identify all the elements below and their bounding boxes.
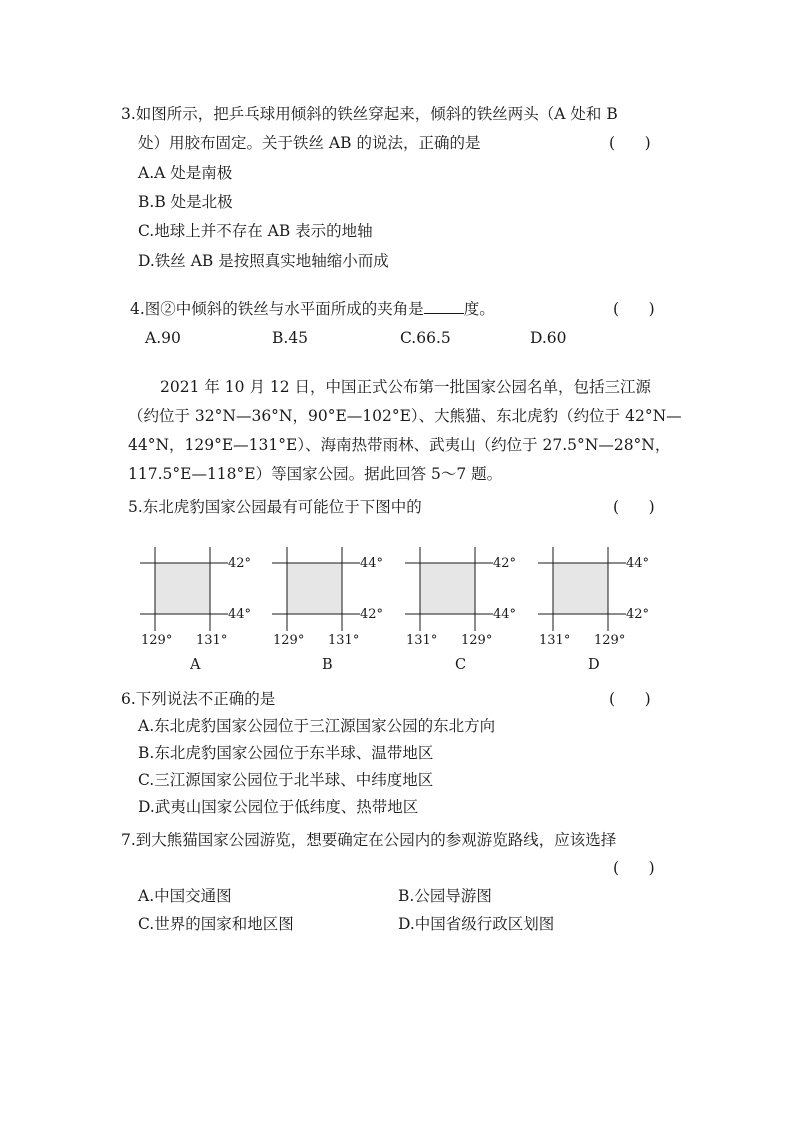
figure-d-shaded-area [553,563,608,614]
figure-a-top-right-label: 42° [228,556,252,571]
figure-b-shaded-area [287,563,342,614]
figure-b-bottom-right-label: 42° [360,607,384,622]
figure-c-shaded-area [420,563,475,614]
q3-option-a: A.A 处是南极 [138,164,233,182]
figure-a-bottom-right-label: 44° [228,607,252,622]
q6-stem: 6.下列说法不正确的是 [121,690,276,708]
q7-option-c: C.世界的国家和地区图 [138,915,294,933]
figure-c-caption: C [455,657,467,673]
figure-b-caption: B [322,657,333,673]
figure-d-grid [538,545,628,640]
q6-answer-paren: ( ) [609,690,651,708]
figure-d-bottom-left-label: 131° [539,633,571,648]
q5-answer-paren: ( ) [613,498,655,516]
q4-stem-before: 4.图②中倾斜的铁丝与水平面所成的夹角是 [130,300,424,318]
passage-line-2: （约位于 32°N—36°N，90°E—102°E）、大熊猫、东北虎豹（约位于 42°N— [128,407,682,425]
passage-line-4: 117.5°E—118°E）等国家公园。据此回答 5～7 题。 [128,465,503,483]
figure-c-bottom-mid-label: 129° [461,633,493,648]
q7-answer-paren: ( ) [613,859,655,877]
q3-option-d: D.铁丝 AB 是按照真实地轴缩小而成 [138,252,389,270]
figure-c-bottom-left-label: 131° [406,633,438,648]
q6-option-d: D.武夷山国家公园位于低纬度、热带地区 [138,798,419,816]
q4-option-a: A.90 [145,329,181,347]
figure-a-bottom-mid-label: 131° [196,633,228,648]
figure-c-grid [405,545,495,640]
q7-stem: 7.到大熊猫国家公园游览，想要确定在公园内的参观游览路线，应该选择 [121,831,617,849]
figure-b-bottom-left-label: 129° [273,633,305,648]
figure-d-bottom-right-label: 42° [626,607,650,622]
q4-option-c: C.66.5 [400,329,451,347]
figure-c [405,545,495,640]
q3-option-c: C.地球上并不存在 AB 表示的地轴 [138,222,373,240]
q3-option-b: B.B 处是北极 [138,193,233,211]
q6-option-b: B.东北虎豹国家公园位于东半球、温带地区 [138,744,434,762]
figure-b-grid [272,545,362,640]
q7-option-d: D.中国省级行政区划图 [398,915,555,933]
passage-line-3: 44°N，129°E—131°E）、海南热带雨林、武夷山（约位于 27.5°N—28°N， [128,436,671,454]
q4-answer-blank [424,299,464,314]
figure-a [140,545,230,640]
q3-stem-line2: 处）用胶布固定。关于铁丝 AB 的说法，正确的是 [138,134,481,152]
figure-d-bottom-mid-label: 129° [594,633,626,648]
figure-a-caption: A [190,657,201,673]
figure-a-shaded-area [155,563,210,614]
figure-d [538,545,628,640]
figure-b [272,545,362,640]
figure-d-top-right-label: 44° [626,556,650,571]
figure-a-grid [140,545,230,640]
q7-option-a: A.中国交通图 [138,887,232,905]
q6-option-a: A.东北虎豹国家公园位于三江源国家公园的东北方向 [138,717,496,735]
q4-stem-after: 度。 [463,300,495,318]
q4-answer-paren: ( ) [613,300,655,318]
q5-stem: 5.东北虎豹国家公园最有可能位于下图中的 [128,498,422,516]
q3-answer-paren: ( ) [609,134,651,152]
passage-line-1: 2021 年 10 月 12 日，中国正式公布第一批国家公园名单，包括三江源 [160,378,652,396]
q7-option-b: B.公园导游图 [398,887,492,905]
figure-b-top-right-label: 44° [360,556,384,571]
q4-option-d: D.60 [530,329,567,347]
figure-a-bottom-left-label: 129° [141,633,173,648]
q4-stem [130,298,495,320]
figure-d-caption: D [588,657,600,673]
q4-option-b: B.45 [272,329,309,347]
figure-c-top-right-label: 42° [493,556,517,571]
q6-option-c: C.三江源国家公园位于北半球、中纬度地区 [138,771,434,789]
q3-stem-line1: 3.如图所示，把乒乓球用倾斜的铁丝穿起来，倾斜的铁丝两头（A 处和 B [121,105,618,123]
figure-c-bottom-right-label: 44° [493,607,517,622]
figure-b-bottom-mid-label: 131° [328,633,360,648]
